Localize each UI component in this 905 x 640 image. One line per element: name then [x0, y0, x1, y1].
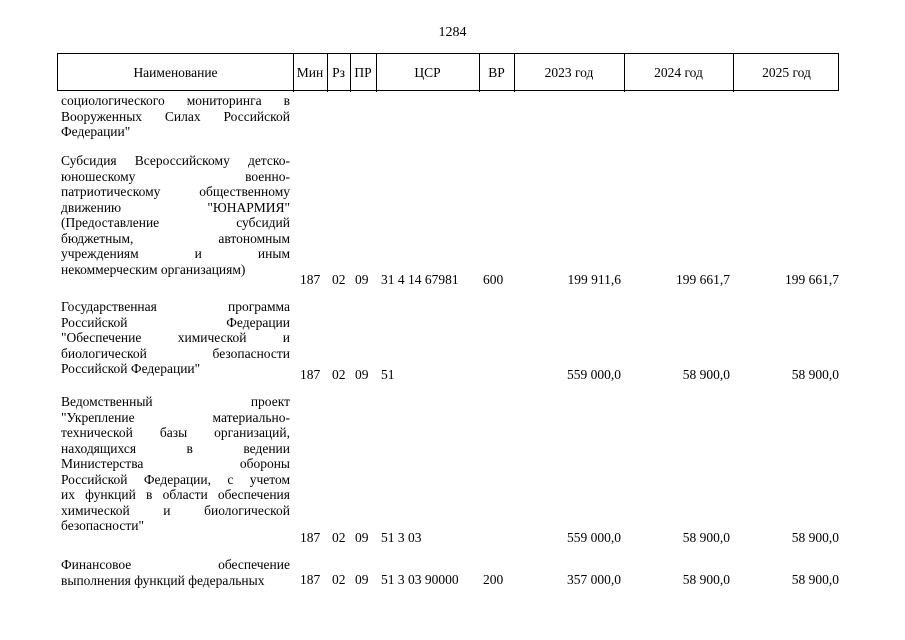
- cell-min: 187: [300, 272, 321, 287]
- header-2024: 2024 год: [654, 65, 703, 80]
- name-line: (Предоставление субсидий: [61, 215, 290, 230]
- name-line: технической базы организаций,: [61, 425, 290, 440]
- cell-rz: 02: [332, 530, 346, 545]
- column-divider: [376, 54, 377, 92]
- name-line: "Укрепление материально-: [61, 409, 290, 425]
- name-line: Российской Федерации": [61, 361, 201, 376]
- cell-csr: 51 3 03: [381, 530, 422, 545]
- cell-2023: 559 000,0: [567, 530, 621, 545]
- header-csr: ЦСР: [414, 65, 441, 80]
- header-rz: Рз: [332, 65, 345, 80]
- name-line: выполнения функций федеральных: [61, 572, 265, 588]
- row-name: [61, 557, 290, 588]
- name-line: Субсидия Всероссийскому детско-: [61, 153, 290, 168]
- name-line: бюджетным, автономным: [61, 230, 290, 246]
- header-vr: ВР: [488, 65, 505, 80]
- header-pr: ПР: [354, 65, 372, 80]
- name-line: юношескому военно-: [61, 168, 290, 184]
- column-divider: [733, 54, 734, 92]
- cell-min: 187: [300, 530, 321, 545]
- cell-rz: 02: [332, 367, 346, 382]
- cell-pr: 09: [355, 272, 369, 287]
- column-divider: [624, 54, 625, 92]
- cell-2025: 58 900,0: [791, 530, 839, 545]
- name-line: движению "ЮНАРМИЯ": [61, 199, 290, 215]
- header-min: Мин: [296, 65, 324, 80]
- row-name: [61, 93, 290, 140]
- cell-csr: 51: [381, 367, 395, 382]
- name-line: социологического мониторинга в: [61, 93, 290, 108]
- name-line: Федерации": [61, 124, 131, 139]
- row-name: [61, 394, 290, 534]
- column-divider: [479, 54, 480, 92]
- cell-pr: 09: [355, 367, 369, 382]
- name-line: химической и биологической: [61, 502, 290, 518]
- name-line: патриотическому общественному: [61, 184, 290, 199]
- name-line: безопасности": [61, 518, 144, 533]
- name-line: Государственная программа: [61, 299, 290, 314]
- cell-min: 187: [300, 367, 321, 382]
- name-line: находящихся в ведении: [61, 440, 290, 456]
- table-header: [57, 53, 839, 91]
- header-2023: 2023 год: [544, 65, 594, 80]
- name-line: Вооруженных Силах Российской: [61, 108, 290, 124]
- name-line: их функций в области обеспечения: [61, 487, 290, 502]
- name-line: Российской Федерации: [61, 314, 290, 330]
- name-line: "Обеспечение химической и: [61, 330, 290, 345]
- cell-2023: 357 000,0: [567, 572, 621, 587]
- cell-pr: 09: [355, 572, 369, 587]
- cell-2024: 199 661,7: [676, 272, 730, 287]
- name-line: учреждениям и иным: [61, 246, 290, 261]
- name-line: Российской Федерации, с учетом: [61, 471, 290, 487]
- header-2025: 2025 год: [762, 65, 811, 80]
- cell-2025: 199 661,7: [785, 272, 839, 287]
- cell-min: 187: [300, 572, 321, 587]
- cell-rz: 02: [332, 572, 346, 587]
- page-number: 1284: [438, 25, 467, 40]
- cell-vr: 600: [483, 272, 504, 287]
- cell-2024: 58 900,0: [682, 572, 730, 587]
- row-name: [61, 299, 290, 377]
- row-name: [61, 153, 290, 277]
- column-divider: [327, 54, 328, 92]
- name-line: некоммерческим организациям): [61, 261, 246, 277]
- name-line: Ведомственный проект: [61, 394, 290, 409]
- cell-2023: 199 911,6: [567, 272, 621, 287]
- name-line: биологической безопасности: [61, 345, 290, 361]
- cell-2024: 58 900,0: [682, 530, 730, 545]
- name-line: Финансовое обеспечение: [61, 557, 290, 572]
- cell-csr: 31 4 14 67981: [381, 272, 459, 287]
- header-name: Наименование: [133, 65, 218, 80]
- column-divider: [350, 54, 351, 92]
- cell-csr: 51 3 03 90000: [381, 572, 459, 587]
- cell-2025: 58 900,0: [791, 367, 839, 382]
- name-line: Министерства обороны: [61, 456, 290, 471]
- cell-vr: 200: [483, 572, 504, 587]
- cell-2023: 559 000,0: [567, 367, 621, 382]
- column-divider: [514, 54, 515, 92]
- cell-2024: 58 900,0: [682, 367, 730, 382]
- cell-2025: 58 900,0: [791, 572, 839, 587]
- column-divider: [293, 54, 294, 92]
- cell-pr: 09: [355, 530, 369, 545]
- cell-rz: 02: [332, 272, 346, 287]
